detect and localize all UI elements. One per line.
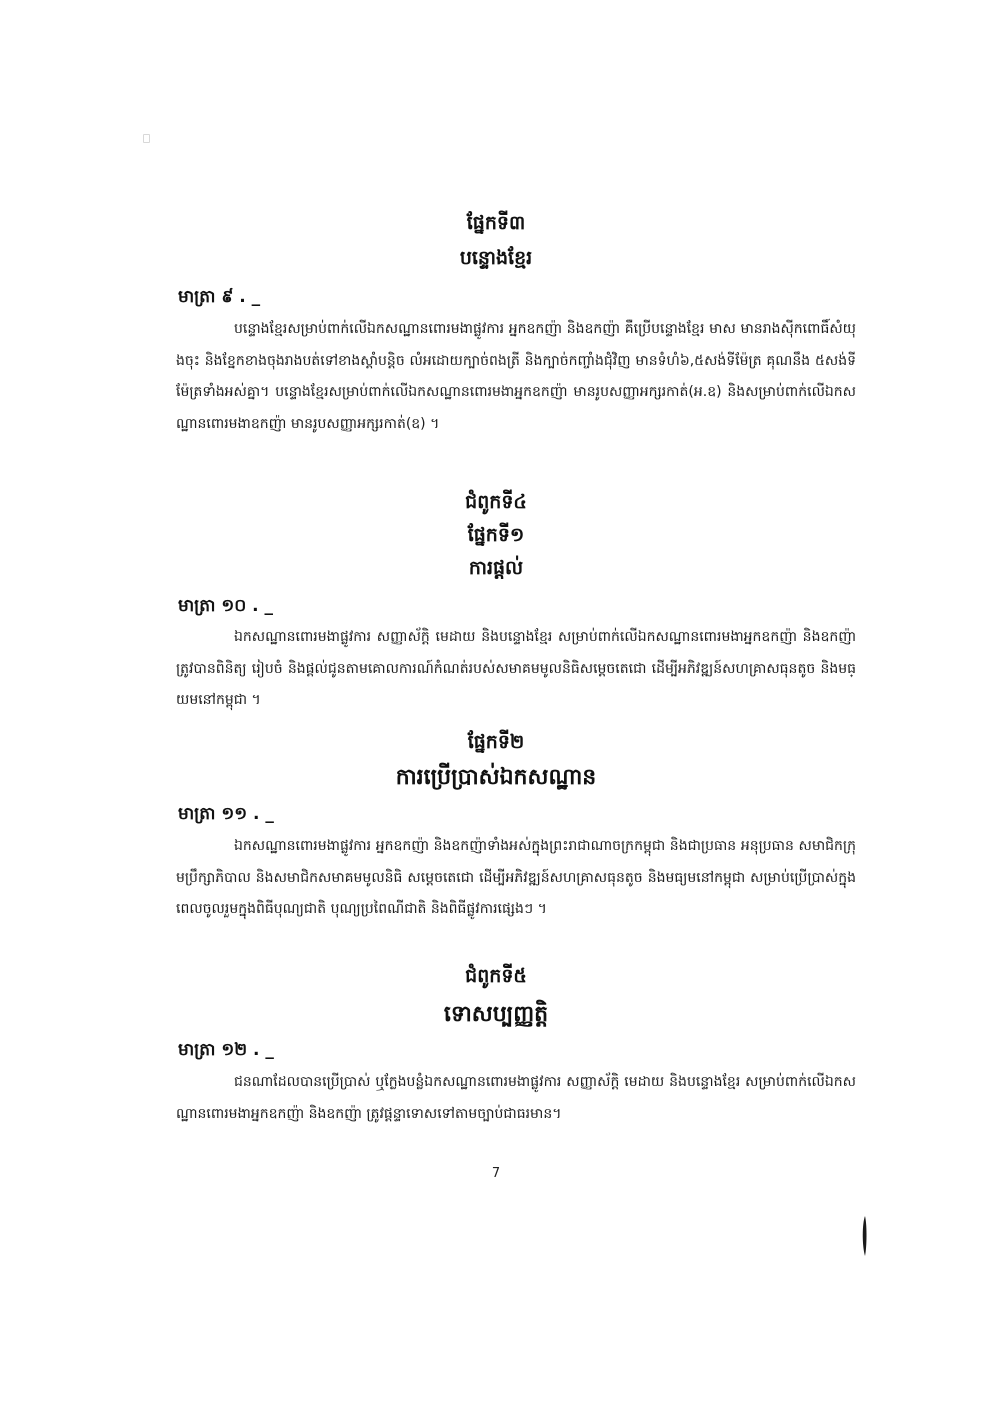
chapter5-subtitle: ទោសប្បញ្ញត្តិ xyxy=(443,1002,549,1027)
article-10-heading: មាត្រា ១០ . _ xyxy=(178,596,274,616)
chapter5-title: ជំពូកទី៥ xyxy=(465,965,527,987)
scan-speck xyxy=(143,134,150,143)
article-9-heading: មាត្រា ៩ . _ xyxy=(178,287,261,307)
part1-title: ផ្នែកទី១ xyxy=(467,524,525,546)
part3-subtitle: បន្ទោងខ្មែរ xyxy=(459,247,533,269)
part3-title: ផ្នែកទី៣ xyxy=(466,212,526,234)
part2-title: ផ្នែកទី២ xyxy=(467,731,525,753)
article-11-body: ឯកសណ្ឋានពោរមងាផ្លូវការ អ្នកឧកញ៉ា និងឧកញ៉ាទាំងអស់ក្នុងព្រះរាជាណាចក្រកម្ពុជា និងជាប្រធាន អនុប្រធាន សមាជិកក្រុមប្រឹក្សាភិបាល និងសមាជិកសមាគមមូលនិធិ សម្តេចតេជោ ដើម្បីអភិវឌ្ឍន៍សហគ្រាសធុនតូច និងមធ្យមនៅកម្ពុជា សម្រាប់ប្រើប្រាស់ក្នុងពេលចូលរួមក្នុងពិធីបុណ្យជាតិ បុណ្យប្រពៃណីជាតិ និងពិធីផ្លូវការផ្សេងៗ ។ xyxy=(176,838,856,917)
part1-subtitle: ការផ្តល់ xyxy=(468,557,524,579)
page-number: 7 xyxy=(491,1166,501,1181)
chapter4-title: ជំពូកទី៤ xyxy=(465,491,527,513)
margin-mark-icon xyxy=(861,1214,869,1258)
article-9-body: បន្ទោងខ្មែរសម្រាប់ពាក់លើឯកសណ្ឋានពោរមងាផ្លូវការ អ្នកឧកញ៉ា និងឧកញ៉ា គឺប្រើបន្ទោងខ្មែរ មាស មានរាងស៊ីកពោធិ៍សំយុងចុះ និងខ្នែកខាងចុងរាងបត់ទៅខាងស្ដាំបន្តិច លំអដោយក្បាច់ពងត្រី និងក្បាច់កញ្ចាំងជុំវិញ មានទំហំ៦,៥សង់ទីម៉ែត្រ គុណនឹង ៥សង់ទីម៉ែត្រទាំងអស់គ្នា។ បន្ទោងខ្មែរសម្រាប់ពាក់លើឯកសណ្ឋានពោរមងាអ្នកឧកញ៉ា មានរូបសញ្ញាអក្សរកាត់(អ.ឧ) និងសម្រាប់ពាក់លើឯកសណ្ឋានពោរមងាឧកញ៉ា មានរូបសញ្ញាអក្សរកាត់(ឧ) ។ xyxy=(176,321,856,432)
part2-subtitle: ការប្រើប្រាស់ឯកសណ្ឋាន xyxy=(395,765,597,790)
article-10-body: ឯកសណ្ឋានពោរមងាផ្លូវការ សញ្ញាស័ក្តិ មេដាយ និងបន្ទោងខ្មែរ សម្រាប់ពាក់លើឯកសណ្ឋានពោរមងាអ្នកឧកញ៉ា និងឧកញ៉ា ត្រូវបានពិនិត្យ រៀបចំ និងផ្តល់ជូនតាមគោលការណ៍កំណត់របស់សមាគមមូលនិធិសម្តេចតេជោ ដើម្បីអភិវឌ្ឍន៍សហគ្រាសធុនតូច និងមធ្យមនៅកម្ពុជា ។ xyxy=(176,629,856,708)
article-12-heading: មាត្រា ១២ . _ xyxy=(178,1040,274,1060)
article-12-body: ជនណាដែលបានប្រើប្រាស់ ឬក្លែងបន្លំឯកសណ្ឋានពោរមងាផ្លូវការ សញ្ញាស័ក្តិ មេដាយ និងបន្ទោងខ្មែរ សម្រាប់ពាក់លើឯកសណ្ឋានពោរមងាអ្នកឧកញ៉ា និងឧកញ៉ា ត្រូវផ្តន្ទាទោសទៅតាមច្បាប់ជាធរមាន។ xyxy=(176,1074,856,1122)
article-11-heading: មាត្រា ១១ . _ xyxy=(178,804,274,824)
